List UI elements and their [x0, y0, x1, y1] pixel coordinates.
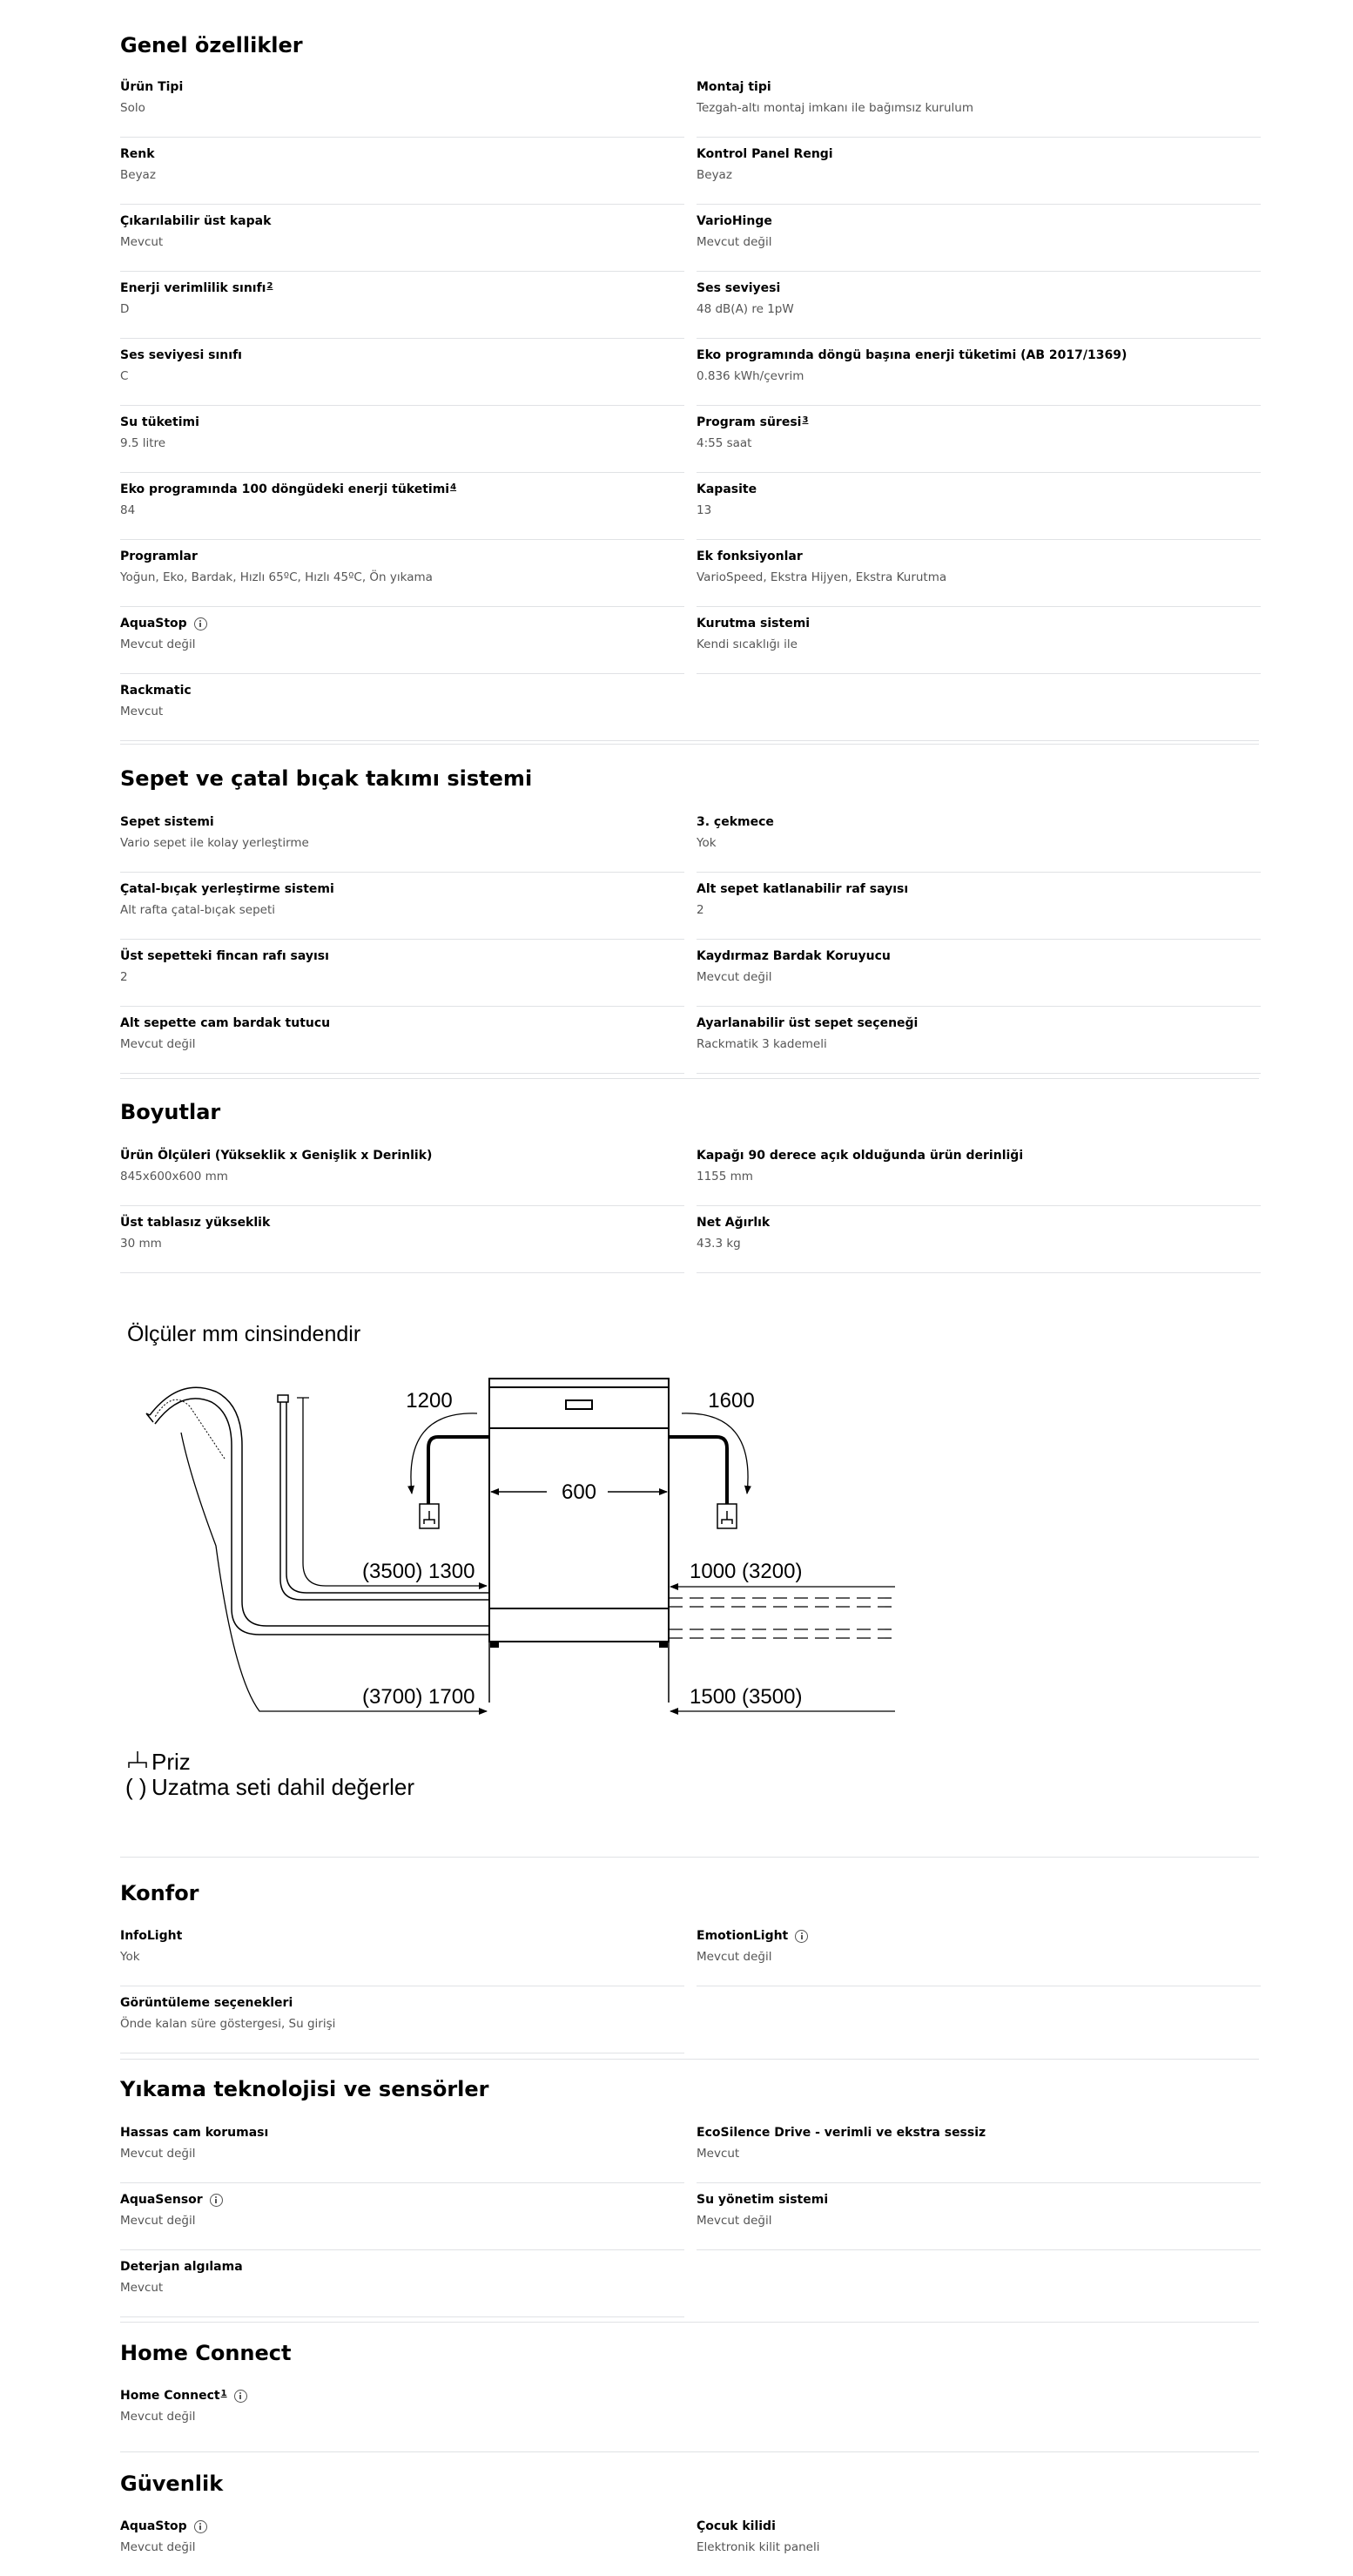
spec-montaj-tipi: [697, 80, 1261, 138]
spec-value: Alt rafta çatal-bıçak sepeti: [120, 903, 276, 917]
spec-label-text: Eko programında döngü başına enerji tüketimi (AB 2017/1369): [697, 348, 1128, 362]
spec-value: Kendi sıcaklığı ile: [697, 637, 798, 651]
spec-label: [120, 2519, 207, 2533]
spec-value: 1155 mm: [697, 1170, 753, 1183]
spec-label: [120, 1216, 270, 1230]
spec-ek-fonksiyonlar: [697, 550, 1261, 607]
spec-label-text: Kurutma sistemi: [697, 617, 811, 631]
spec-urun-tipi: [120, 80, 684, 138]
section-title: Güvenlik: [120, 2471, 224, 2496]
spec-label-text: Sepet sistemi: [120, 815, 214, 829]
spec-label: [697, 1216, 770, 1230]
spec-value: VarioSpeed, Ekstra Hijyen, Ekstra Kurutma: [697, 570, 947, 584]
power-cord-left: [411, 1413, 489, 1528]
spec-value: Mevcut: [120, 2281, 164, 2295]
spec-label: [697, 1016, 918, 1030]
spec-enerji-verimlilik-sinifi: [120, 281, 684, 339]
spec-label-text: Ek fonksiyonlar: [697, 550, 803, 563]
spec-label-text: Kaydırmaz Bardak Koruyucu: [697, 949, 891, 963]
section-divider: [120, 2451, 1259, 2452]
spec-hassas-cam-korumasi: [120, 2126, 684, 2183]
spec-value: 48 dB(A) re 1pW: [697, 302, 794, 316]
spec-value: Mevcut değil: [697, 1950, 772, 1964]
spec-eko-programinda-100-dongudeki-enerji-tuketimi: [120, 482, 684, 540]
spec-label: [697, 949, 891, 963]
spec-aquasensor: [120, 2193, 684, 2250]
spec-value: Mevcut değil: [120, 1037, 196, 1051]
spec-label-text: Alt sepet katlanabilir raf sayısı: [697, 882, 909, 896]
spec-deterjan-algilama: [120, 2260, 684, 2317]
section-title: Sepet ve çatal bıçak takımı sistemi: [120, 766, 533, 791]
spec-label-text: Görüntüleme seçenekleri: [120, 1996, 293, 2010]
spec-label: [697, 617, 810, 631]
spec-label-text: Renk: [120, 147, 155, 161]
spec-value: Mevcut: [697, 2147, 740, 2161]
spec-label-text: Alt sepette cam bardak tutucu: [120, 1016, 331, 1030]
spec-label-text: InfoLight: [120, 1929, 183, 1943]
spec-cikarilabilir-ust-kapak: [120, 214, 684, 272]
dim-left-mid-label: (3500) 1300: [362, 1560, 475, 1583]
spec-label-text: AquaStop: [120, 617, 187, 631]
spec-label-text: EcoSilence Drive - verimli ve ekstra sessiz: [697, 2126, 986, 2140]
spec-label: [697, 1929, 808, 1943]
spec-label: [120, 214, 271, 228]
spec-catal-bicak-yerlestirme-sistemi: [120, 882, 684, 940]
spec-label: [120, 482, 456, 496]
spec-infolight: [120, 1929, 684, 1986]
spec-sepet-sistemi: [120, 815, 684, 873]
spec-label-text: Çatal-bıçak yerleştirme sistemi: [120, 882, 334, 896]
spec-value: Mevcut değil: [120, 2147, 196, 2161]
section-divider: [120, 744, 1259, 745]
spec-label-text: Su tüketimi: [120, 415, 199, 429]
spec-value: 2: [120, 970, 128, 984]
legend-paren: Uzatma seti dahil değerler: [151, 1774, 415, 1800]
spec-label-text: Montaj tipi: [697, 80, 771, 94]
spec-ayarlanabilir-ust-sepet-secenegi: [697, 1016, 1261, 1074]
spec-label-text: AquaSensor: [120, 2193, 203, 2207]
info-icon[interactable]: [210, 2194, 223, 2207]
installation-dimension-diagram: [120, 1302, 956, 1824]
spec-label-text: 3. çekmece: [697, 815, 774, 829]
spec-label-text: AquaStop: [120, 2519, 187, 2533]
spec-label-text: Ürün Tipi: [120, 80, 184, 94]
spec-value: Mevcut değil: [120, 637, 196, 651]
spec-emotionlight: [697, 1929, 1261, 1986]
spec-value: Mevcut: [120, 235, 164, 249]
spec-label-text: Enerji verimlilik sınıfı: [120, 281, 266, 295]
spec-kurutma-sistemi: [697, 617, 1261, 674]
spec-label-text: Programlar: [120, 550, 198, 563]
spec-label-text: Çıkarılabilir üst kapak: [120, 214, 272, 228]
spec-value: Yok: [697, 836, 717, 850]
dim-left-top-label: 1200: [406, 1389, 453, 1413]
spec-aquastop: [120, 617, 684, 674]
spec-value: Mevcut değil: [697, 235, 772, 249]
spec-value: Rackmatik 3 kademeli: [697, 1037, 827, 1051]
spec-value: 84: [120, 503, 136, 517]
spec-label: [697, 2126, 986, 2140]
spec-label-text: Eko programında 100 döngüdeki enerji tüketimi: [120, 482, 450, 496]
socket-icon: [129, 1751, 146, 1768]
spec-label: [697, 147, 833, 161]
spec-urun-olculeri-yukseklik-x-genislik-x-derinlik: [120, 1149, 684, 1206]
spec-label: [120, 1149, 432, 1163]
section-divider: [120, 2322, 1259, 2323]
spec-ses-seviyesi-sinifi: [120, 348, 684, 406]
spec-value: Mevcut değil: [120, 2540, 196, 2554]
dim-right-bottom-label: 1500 (3500): [690, 1685, 803, 1709]
spec-value: Mevcut değil: [697, 2214, 772, 2228]
spec-label: [120, 550, 198, 563]
spec-value: 30 mm: [120, 1237, 162, 1251]
footnote-link[interactable]: 2: [266, 280, 273, 291]
spec-goruntuleme-secenekleri: [120, 1996, 684, 2053]
spec-value: Vario sepet ile kolay yerleştirme: [120, 836, 309, 850]
diagram-caption: Ölçüler mm cinsindendir: [127, 1322, 361, 1346]
spec-cocuk-kilidi: [697, 2519, 1261, 2576]
spec-label-text: Ses seviyesi sınıfı: [120, 348, 242, 362]
spec-label: [697, 80, 771, 94]
spec-value: Beyaz: [697, 168, 732, 182]
spec-kapagi-90-derece-acik-oldugunda-urun-derinligi: [697, 1149, 1261, 1206]
spec-value: Yoğun, Eko, Bardak, Hızlı 65ºC, Hızlı 45ºC, Ön yıkama: [120, 570, 433, 584]
spec-value: Tezgah-altı montaj imkanı ile bağımsız kurulum: [697, 101, 973, 115]
spec-value: 845x600x600 mm: [120, 1170, 228, 1183]
spec-value: Mevcut: [120, 705, 164, 718]
spec-label-text: Üst tablasız yükseklik: [120, 1216, 271, 1230]
dishwasher-outline: [489, 1379, 669, 1647]
spec-su-tuketimi: [120, 415, 684, 473]
spec-value: Beyaz: [120, 168, 156, 182]
spec-label-text: Çocuk kilidi: [697, 2519, 776, 2533]
spec-program-suresi: [697, 415, 1261, 473]
spec-value: 2: [697, 903, 704, 917]
spec-label-text: Kontrol Panel Rengi: [697, 147, 833, 161]
spec-renk: [120, 147, 684, 205]
spec-label: [120, 147, 155, 161]
spec-value: Solo: [120, 101, 145, 115]
spec-net-agirlik: [697, 1216, 1261, 1273]
spec-label-text: Hassas cam koruması: [120, 2126, 269, 2140]
spec-label: [120, 2389, 247, 2403]
spec-label: [697, 550, 803, 563]
spec-value: 43.3 kg: [697, 1237, 741, 1251]
spec-label: [120, 882, 334, 896]
dim-right-mid-label: 1000 (3200): [690, 1560, 803, 1583]
spec-label: [697, 2519, 776, 2533]
footnote-link[interactable]: 1: [220, 2388, 227, 2398]
spec-alt-sepet-katlanabilir-raf-sayisi: [697, 882, 1261, 940]
legend-paren-symbol: ( ): [125, 1774, 147, 1800]
spec-ust-tablasiz-yukseklik: [120, 1216, 684, 1273]
spec-label-text: Su yönetim sistemi: [697, 2193, 829, 2207]
spec-ecosilence-drive-verimli-ve-ekstra-sessiz: [697, 2126, 1261, 2183]
spec-value: 4:55 saat: [697, 436, 752, 450]
info-icon[interactable]: [194, 2520, 207, 2533]
power-cord-right: [669, 1413, 748, 1528]
spec-label-text: VarioHinge: [697, 214, 772, 228]
spec-value: 0.836 kWh/çevrim: [697, 369, 804, 383]
spec-label: [697, 815, 774, 829]
spec-value: Mevcut değil: [120, 2410, 196, 2424]
spec-label: [120, 1996, 293, 2010]
spec-value: 13: [697, 503, 712, 517]
spec-label: [120, 348, 242, 362]
spec-aquastop: [120, 2519, 684, 2576]
spec-value: C: [120, 369, 129, 383]
dimension-drawing: [120, 1302, 956, 1824]
spec-label: [120, 949, 329, 963]
spec-ses-seviyesi: [697, 281, 1261, 339]
section-title: Genel özellikler: [120, 33, 303, 57]
spec-value: Elektronik kilit paneli: [697, 2540, 820, 2554]
section-divider: [120, 2059, 1259, 2060]
spec-label: [120, 815, 214, 829]
spec-home-connect: [120, 2389, 684, 2445]
spec-label-text: Kapağı 90 derece açık olduğunda ürün derinliği: [697, 1149, 1024, 1163]
spec-3-cekmece: [697, 815, 1261, 873]
spec-value: Yok: [120, 1950, 140, 1964]
dim-width-label: 600: [561, 1480, 597, 1504]
spec-value: D: [120, 302, 130, 316]
spec-label: [697, 482, 757, 496]
spec-ust-sepetteki-fincan-rafi-sayisi: [120, 949, 684, 1007]
spec-label: [120, 2126, 268, 2140]
spec-label-text: Kapasite: [697, 482, 757, 496]
spec-value: Önde kalan süre göstergesi, Su girişi: [120, 2017, 336, 2031]
legend-socket: Priz: [151, 1749, 191, 1775]
spec-value: Mevcut değil: [120, 2214, 196, 2228]
spec-label: [120, 281, 273, 295]
spec-programlar: [120, 550, 684, 607]
spec-value: 9.5 litre: [120, 436, 166, 450]
spec-label: [120, 684, 192, 698]
section-title: Boyutlar: [120, 1100, 221, 1124]
spec-label-text: Deterjan algılama: [120, 2260, 243, 2274]
spec-label: [697, 882, 908, 896]
spec-label: [697, 2193, 828, 2207]
spec-label-text: EmotionLight: [697, 1929, 789, 1943]
diagram-divider: [120, 1857, 1259, 1858]
dim-right-top-label: 1600: [708, 1389, 755, 1413]
spec-su-yonetim-sistemi: [697, 2193, 1261, 2250]
spec-rackmatic: [120, 684, 1259, 741]
spec-label: [120, 1929, 182, 1943]
spec-eko-programinda-dongu-basina-enerji-tuketimi-ab-2017-1369: [697, 348, 1261, 406]
spec-label: [697, 281, 780, 295]
spec-label-text: Üst sepetteki fincan rafı sayısı: [120, 949, 329, 963]
info-icon[interactable]: [795, 1930, 808, 1943]
footnote-link[interactable]: 4: [450, 482, 457, 492]
spec-label: [120, 80, 183, 94]
info-icon[interactable]: [234, 2390, 247, 2403]
spec-label-text: Ses seviyesi: [697, 281, 781, 295]
spec-label: [120, 415, 199, 429]
spec-label: [120, 2260, 243, 2274]
spec-label: [697, 1149, 1023, 1163]
spec-label: [120, 617, 207, 631]
spec-label-text: Ayarlanabilir üst sepet seçeneği: [697, 1016, 919, 1030]
spec-label-text: Program süresi: [697, 415, 802, 429]
spec-label: [697, 348, 1127, 362]
spec-label-text: Ürün Ölçüleri (Yükseklik x Genişlik x Derinlik): [120, 1149, 433, 1163]
section-title: Yıkama teknolojisi ve sensörler: [120, 2077, 489, 2101]
spec-value: Mevcut değil: [697, 970, 772, 984]
spec-variohinge: [697, 214, 1261, 272]
spec-kontrol-panel-rengi: [697, 147, 1261, 205]
spec-label-text: Home Connect: [120, 2389, 220, 2403]
section-divider: [120, 1078, 1259, 1079]
spec-label: [120, 1016, 330, 1030]
spec-label: [697, 415, 808, 429]
dim-left-bottom-label: (3700) 1700: [362, 1685, 475, 1709]
footnote-link[interactable]: 3: [802, 415, 809, 425]
spec-label-text: Rackmatic: [120, 684, 192, 698]
spec-kaydirmaz-bardak-koruyucu: [697, 949, 1261, 1007]
spec-label-text: Net Ağırlık: [697, 1216, 771, 1230]
spec-kapasite: [697, 482, 1261, 540]
info-icon[interactable]: [194, 617, 207, 631]
spec-label: [120, 2193, 223, 2207]
spec-label: [697, 214, 772, 228]
spec-alt-sepette-cam-bardak-tutucu: [120, 1016, 684, 1074]
section-title: Konfor: [120, 1881, 199, 1905]
section-title: Home Connect: [120, 2341, 292, 2365]
